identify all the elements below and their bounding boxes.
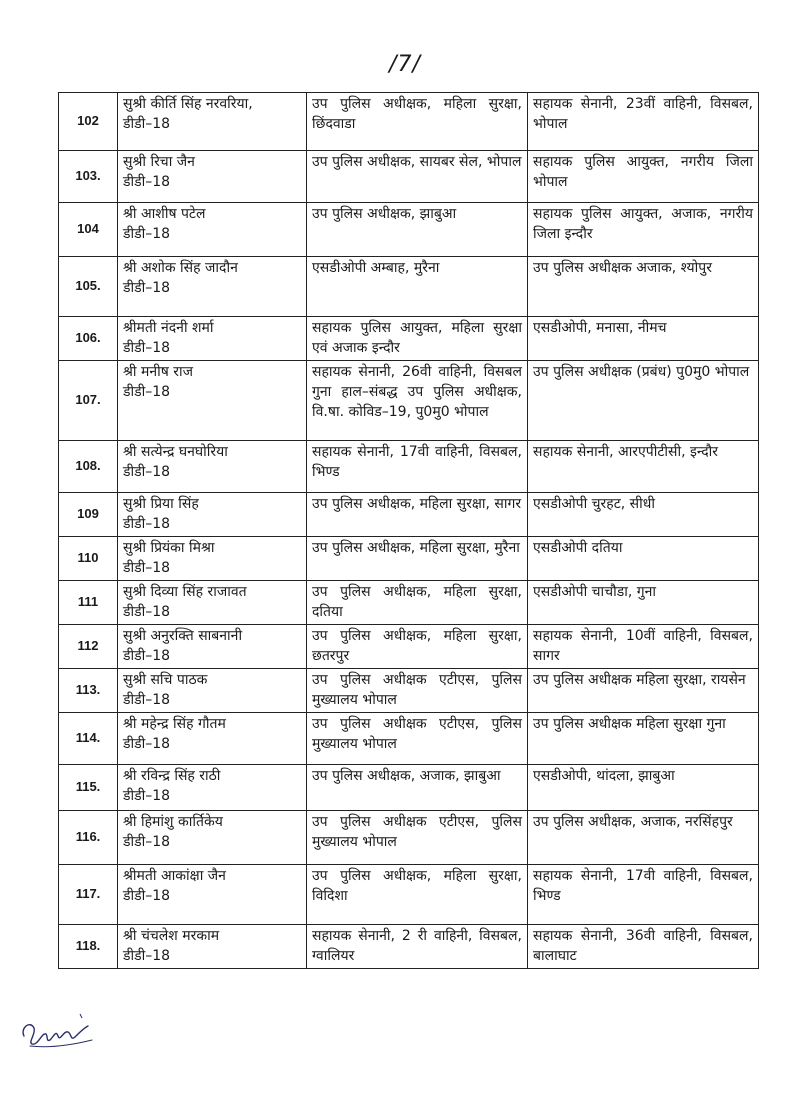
new-posting: सहायक सेनानी, 10वीं वाहिनी, विसबल, सागर <box>528 625 759 669</box>
new-posting: एसडीओपी, मनासा, नीमच <box>528 317 759 361</box>
current-posting: उप पुलिस अधीक्षक एटीएस, पुलिस मुख्यालय भोपाल <box>307 713 528 765</box>
serial-number: 116. <box>59 811 118 865</box>
officer-batch: डीडी–18 <box>123 516 171 532</box>
table-row <box>59 151 759 203</box>
new-posting: सहायक पुलिस आयुक्त, नगरीय जिला भोपाल <box>528 151 759 203</box>
table-body <box>59 93 759 969</box>
table-row <box>59 669 759 713</box>
new-posting: सहायक सेनानी, 17वी वाहिनी, विसबल, भिण्ड <box>528 865 759 925</box>
officer-batch: डीडी–18 <box>123 888 171 904</box>
officer-cell <box>118 581 307 625</box>
officer-batch: डीडी–18 <box>123 226 171 242</box>
new-posting: एसडीओपी दतिया <box>528 537 759 581</box>
serial-number: 108. <box>59 441 118 493</box>
officer-cell <box>118 441 307 493</box>
officer-cell <box>118 317 307 361</box>
serial-number: 118. <box>59 925 118 969</box>
table-row <box>59 93 759 151</box>
officer-batch: डीडी–18 <box>123 384 171 400</box>
officer-name: श्री हिमांशु कार्तिकेय <box>123 814 223 830</box>
table-row <box>59 925 759 969</box>
signature <box>18 1006 98 1056</box>
officer-name: सुश्री कीर्ति सिंह नरवरिया, <box>123 96 253 112</box>
current-posting: उप पुलिस अधीक्षक एटीएस, पुलिस मुख्यालय भोपाल <box>307 811 528 865</box>
officer-cell <box>118 537 307 581</box>
officer-name: श्री महेन्द्र सिंह गौतम <box>123 716 226 732</box>
current-posting: उप पुलिस अधीक्षक, महिला सुरक्षा, छिंदवाडा <box>307 93 528 151</box>
table-row <box>59 765 759 811</box>
current-posting: उप पुलिस अधीक्षक, झाबुआ <box>307 203 528 257</box>
table-row <box>59 625 759 669</box>
serial-number: 103. <box>59 151 118 203</box>
officer-cell <box>118 93 307 151</box>
table-row <box>59 537 759 581</box>
new-posting: सहायक सेनानी, 36वी वाहिनी, विसबल, बालाघाट <box>528 925 759 969</box>
officer-name: सुश्री अनुरक्ति साबनानी <box>123 628 243 644</box>
officer-name: श्री सत्येन्द्र घनघोरिया <box>123 444 228 460</box>
new-posting: एसडीओपी चुरहट, सीधी <box>528 493 759 537</box>
current-posting: उप पुलिस अधीक्षक, महिला सुरक्षा, दतिया <box>307 581 528 625</box>
serial-number: 106. <box>59 317 118 361</box>
officer-cell <box>118 713 307 765</box>
officer-batch: डीडी–18 <box>123 834 171 850</box>
officer-name: श्रीमती नंदनी शर्मा <box>123 320 214 336</box>
officer-batch: डीडी–18 <box>123 464 171 480</box>
new-posting: सहायक सेनानी, 23वीं वाहिनी, विसबल, भोपाल <box>528 93 759 151</box>
table-row <box>59 361 759 441</box>
page-number: /7/ <box>389 52 421 77</box>
current-posting: सहायक पुलिस आयुक्त, महिला सुरक्षा एवं अजाक इन्दौर <box>307 317 528 361</box>
officer-name: श्री आशीष पटेल <box>123 206 206 222</box>
officer-name: श्री चंचलेश मरकाम <box>123 928 220 944</box>
officer-name: सुश्री रिचा जैन <box>123 154 195 170</box>
table-row <box>59 493 759 537</box>
new-posting: उप पुलिस अधीक्षक, अजाक, नरसिंहपुर <box>528 811 759 865</box>
transfer-table <box>58 92 759 969</box>
table-row <box>59 203 759 257</box>
table-row <box>59 317 759 361</box>
officer-cell <box>118 669 307 713</box>
serial-number: 115. <box>59 765 118 811</box>
officer-cell <box>118 257 307 317</box>
officer-name: श्री रविन्द्र सिंह राठी <box>123 768 221 784</box>
new-posting: एसडीओपी चाचौडा, गुना <box>528 581 759 625</box>
current-posting: उप पुलिस अधीक्षक, अजाक, झाबुआ <box>307 765 528 811</box>
current-posting: सहायक सेनानी, 26वी वाहिनी, विसबल गुना हाल–संबद्ध उप पुलिस अधीक्षक, वि.षा. कोविड–19, पु0मु0 भोपाल <box>307 361 528 441</box>
new-posting: उप पुलिस अधीक्षक महिला सुरक्षा गुना <box>528 713 759 765</box>
current-posting: उप पुलिस अधीक्षक, महिला सुरक्षा, छतरपुर <box>307 625 528 669</box>
officer-cell <box>118 925 307 969</box>
table-row <box>59 811 759 865</box>
serial-number: 104 <box>59 203 118 257</box>
current-posting: उप पुलिस अधीक्षक, महिला सुरक्षा, सागर <box>307 493 528 537</box>
serial-number: 111 <box>59 581 118 625</box>
officer-name: श्री मनीष राज <box>123 364 194 380</box>
table-row <box>59 581 759 625</box>
current-posting: उप पुलिस अधीक्षक, महिला सुरक्षा, विदिशा <box>307 865 528 925</box>
serial-number: 109 <box>59 493 118 537</box>
new-posting: उप पुलिस अधीक्षक महिला सुरक्षा, रायसेन <box>528 669 759 713</box>
officer-name: श्रीमती आकांक्षा जैन <box>123 868 226 884</box>
current-posting: एसडीओपी अम्बाह, मुरैना <box>307 257 528 317</box>
new-posting: सहायक सेनानी, आरएपीटीसी, इन्दौर <box>528 441 759 493</box>
officer-name: सुश्री दिव्या सिंह राजावत <box>123 584 247 600</box>
current-posting: सहायक सेनानी, 17वी वाहिनी, विसबल, भिण्ड <box>307 441 528 493</box>
officer-cell <box>118 811 307 865</box>
current-posting: उप पुलिस अधीक्षक, सायबर सेल, भोपाल <box>307 151 528 203</box>
table-row <box>59 257 759 317</box>
officer-batch: डीडी–18 <box>123 340 171 356</box>
current-posting: उप पुलिस अधीक्षक, महिला सुरक्षा, मुरैना <box>307 537 528 581</box>
serial-number: 113. <box>59 669 118 713</box>
current-posting: सहायक सेनानी, 2 री वाहिनी, विसबल, ग्वालियर <box>307 925 528 969</box>
officer-batch: डीडी–18 <box>123 280 171 296</box>
officer-cell <box>118 865 307 925</box>
officer-cell <box>118 151 307 203</box>
officer-batch: डीडी–18 <box>123 604 171 620</box>
serial-number: 105. <box>59 257 118 317</box>
officer-name: सुश्री सचि पाठक <box>123 672 208 688</box>
officer-batch: डीडी–18 <box>123 560 171 576</box>
serial-number: 107. <box>59 361 118 441</box>
officer-cell <box>118 765 307 811</box>
serial-number: 114. <box>59 713 118 765</box>
serial-number: 110 <box>59 537 118 581</box>
officer-batch: डीडी–18 <box>123 174 171 190</box>
officer-batch: डीडी–18 <box>123 692 171 708</box>
officer-cell <box>118 493 307 537</box>
officer-batch: डीडी–18 <box>123 788 171 804</box>
serial-number: 117. <box>59 865 118 925</box>
officer-cell <box>118 625 307 669</box>
officer-cell <box>118 203 307 257</box>
new-posting: एसडीओपी, थांदला, झाबुआ <box>528 765 759 811</box>
new-posting: उप पुलिस अधीक्षक (प्रबंध) पु0मु0 भोपाल <box>528 361 759 441</box>
officer-batch: डीडी–18 <box>123 736 171 752</box>
officer-batch: डीडी–18 <box>123 116 171 132</box>
serial-number: 102 <box>59 93 118 151</box>
officer-cell <box>118 361 307 441</box>
current-posting: उप पुलिस अधीक्षक एटीएस, पुलिस मुख्यालय भोपाल <box>307 669 528 713</box>
new-posting: उप पुलिस अधीक्षक अजाक, श्योपुर <box>528 257 759 317</box>
table-row <box>59 865 759 925</box>
officer-batch: डीडी–18 <box>123 648 171 664</box>
officer-name: सुश्री प्रिया सिंह <box>123 496 199 512</box>
officer-name: सुश्री प्रियंका मिश्रा <box>123 540 215 556</box>
officer-batch: डीडी–18 <box>123 948 171 964</box>
new-posting: सहायक पुलिस आयुक्त, अजाक, नगरीय जिला इन्दौर <box>528 203 759 257</box>
officer-name: श्री अशोक सिंह जादौन <box>123 260 238 276</box>
table-row <box>59 441 759 493</box>
table-row <box>59 713 759 765</box>
serial-number: 112 <box>59 625 118 669</box>
